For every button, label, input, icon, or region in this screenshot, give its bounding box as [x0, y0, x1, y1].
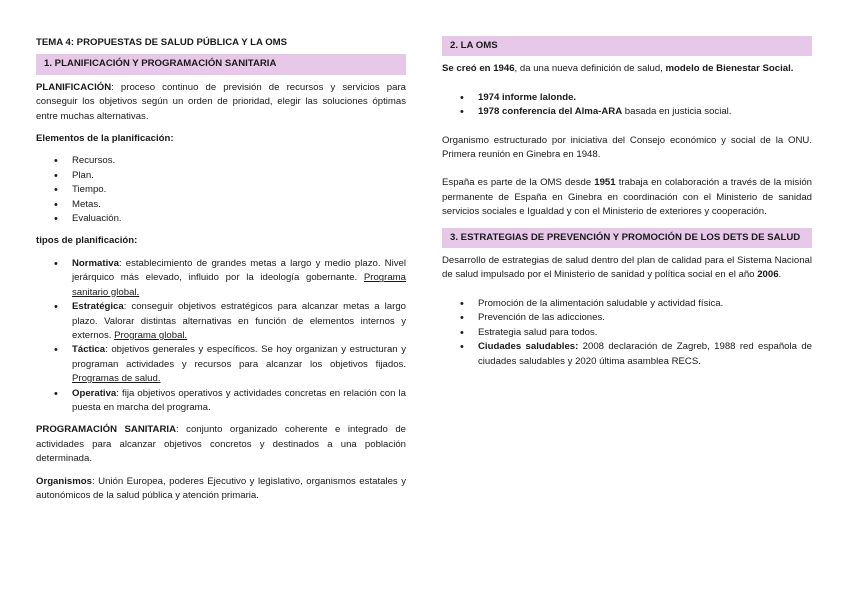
tipo-normativa	[36, 257, 406, 300]
list-item	[442, 297, 812, 311]
tipo-term: Táctica	[72, 344, 106, 356]
section-3-heading: 3. ESTRATEGIAS DE PREVENCIÓN Y PROMOCIÓN DE LOS DETS DE SALUD	[442, 228, 812, 248]
programacion-definition: : conjunto organizado coherente e integrado de actividades para alcanzar objetivos concretos y destinados a una población determinada.	[36, 424, 406, 465]
tipo-estrategica	[36, 300, 406, 343]
oms-list	[442, 91, 812, 120]
item-text: Promoción de la alimentación saludable y actividad física.	[478, 297, 724, 309]
item-text: Estrategia salud para todos.	[478, 326, 598, 338]
item-text: Prevención de las adicciones.	[478, 312, 605, 324]
tipo-text: : conseguir objetivos estratégicos para alcanzar metas a largo plazo. Valorar distintas alternativas en función de elementos internos y externos.	[72, 301, 406, 341]
year-2006: 2006	[757, 269, 779, 281]
programacion-paragraph	[36, 423, 406, 466]
planificacion-term: PLANIFICACIÓN	[36, 81, 112, 93]
item-bold: 1974 informe lalonde.	[478, 91, 577, 103]
tipo-term: Operativa	[72, 387, 117, 399]
list-item	[442, 311, 812, 325]
list-item	[442, 326, 812, 340]
tipo-program: Programas de salud.	[72, 373, 161, 385]
left-column	[36, 36, 406, 511]
section-1-heading: 1. PLANIFICACIÓN Y PROGRAMACIÓN SANITARIA	[36, 54, 406, 74]
tipo-term: Normativa	[72, 257, 119, 269]
organismos-paragraph	[36, 475, 406, 504]
item-bold: Ciudades saludables:	[478, 341, 579, 353]
item-text: basada en justicia social.	[622, 106, 732, 118]
right-column	[442, 36, 812, 377]
oms-founded: Se creó en 1946	[442, 63, 515, 75]
list-item	[442, 105, 812, 119]
list-item: • Tiempo.	[36, 183, 406, 197]
programacion-term: PROGRAMACIÓN SANITARIA	[36, 424, 177, 436]
tipo-tactica	[36, 343, 406, 386]
text-part: España es parte de la OMS desde	[442, 177, 595, 189]
list-item	[442, 91, 812, 105]
tipos-list	[36, 257, 406, 415]
estrategia-paragraph	[442, 254, 812, 283]
list-item: • Evaluación.	[36, 212, 406, 226]
tipo-term: Estratégica	[72, 301, 124, 313]
elementos-heading: Elementos de la planificación:	[36, 133, 174, 145]
list-item: • Metas.	[36, 198, 406, 212]
planificacion-definition: : proceso continuo de previsión de recursos y servicios para conseguir los objetivos según un orden de prioridad, elegir las soluciones óptimas entre muchas alternativas.	[36, 81, 406, 122]
list-item: • Plan.	[36, 169, 406, 183]
document-title: TEMA 4: PROPUESTAS DE SALUD PÚBLICA Y LA OMS	[36, 37, 288, 48]
estrategia-list	[442, 297, 812, 369]
oms-text: , da una nueva definición de salud,	[514, 63, 666, 75]
text-part: .	[778, 269, 782, 281]
tipo-program: Programa global.	[114, 329, 188, 341]
list-item	[442, 340, 812, 369]
tipos-heading: tipos de planificación:	[36, 235, 138, 247]
item-bold: 1978 conferencia del Alma-ARA	[478, 106, 623, 118]
elementos-list	[36, 154, 406, 226]
oms-model: modelo de Bienestar Social.	[665, 63, 794, 75]
oms-paragraph-3	[442, 176, 812, 219]
text-part: trabaja en colaboración a través de la misión permanente de España en Ginebra en coordinación con el Ministerio de sanidad servicios sociales e Igualdad y con el Ministerio de exteriores y cooperación.	[442, 177, 813, 218]
oms-paragraph-1	[442, 62, 812, 76]
oms-paragraph-2: Organismo estructurado por iniciativa del Consejo económico y social de la ONU. Primera reunión en Ginebra en 1948.	[442, 134, 812, 161]
section-2-heading: 2. LA OMS	[442, 36, 812, 56]
item-text: 2008 declaración de Zagreb, 1988 red española de ciudades saludables y 2020 última asamblea RECS.	[478, 341, 812, 367]
tipo-text: : objetivos generales y específicos. Se hoy organizan y estructuran y programan actividades y recursos para alcanzar los objetivos fijados.	[72, 344, 406, 370]
tipo-operativa	[36, 387, 406, 416]
organismos-definition: : Unión Europea, poderes Ejecutivo y legislativo, organismos estatales y autonómicos de la salud pública y atención primaria.	[36, 475, 406, 501]
text-part: Desarrollo de estrategias de salud dentro del plan de calidad para el Sistema Nacional de salud impulsado por el Ministerio de sanidad y política social en el año	[442, 255, 812, 281]
organismos-term: Organismos	[36, 475, 92, 487]
tipo-text: : establecimiento de grandes metas a largo y medio plazo. Nivel jerárquico más elevado, influido por la ideología gobernante.	[72, 257, 406, 284]
tipo-text: : fija objetivos operativos y actividades concretas en relación con la puesta en marcha del programa.	[72, 387, 406, 413]
tipo-program: Programa sanitario global.	[72, 272, 406, 298]
year-1951: 1951	[594, 177, 616, 189]
list-item: • Recursos.	[36, 154, 406, 168]
planificacion-paragraph	[36, 81, 406, 124]
